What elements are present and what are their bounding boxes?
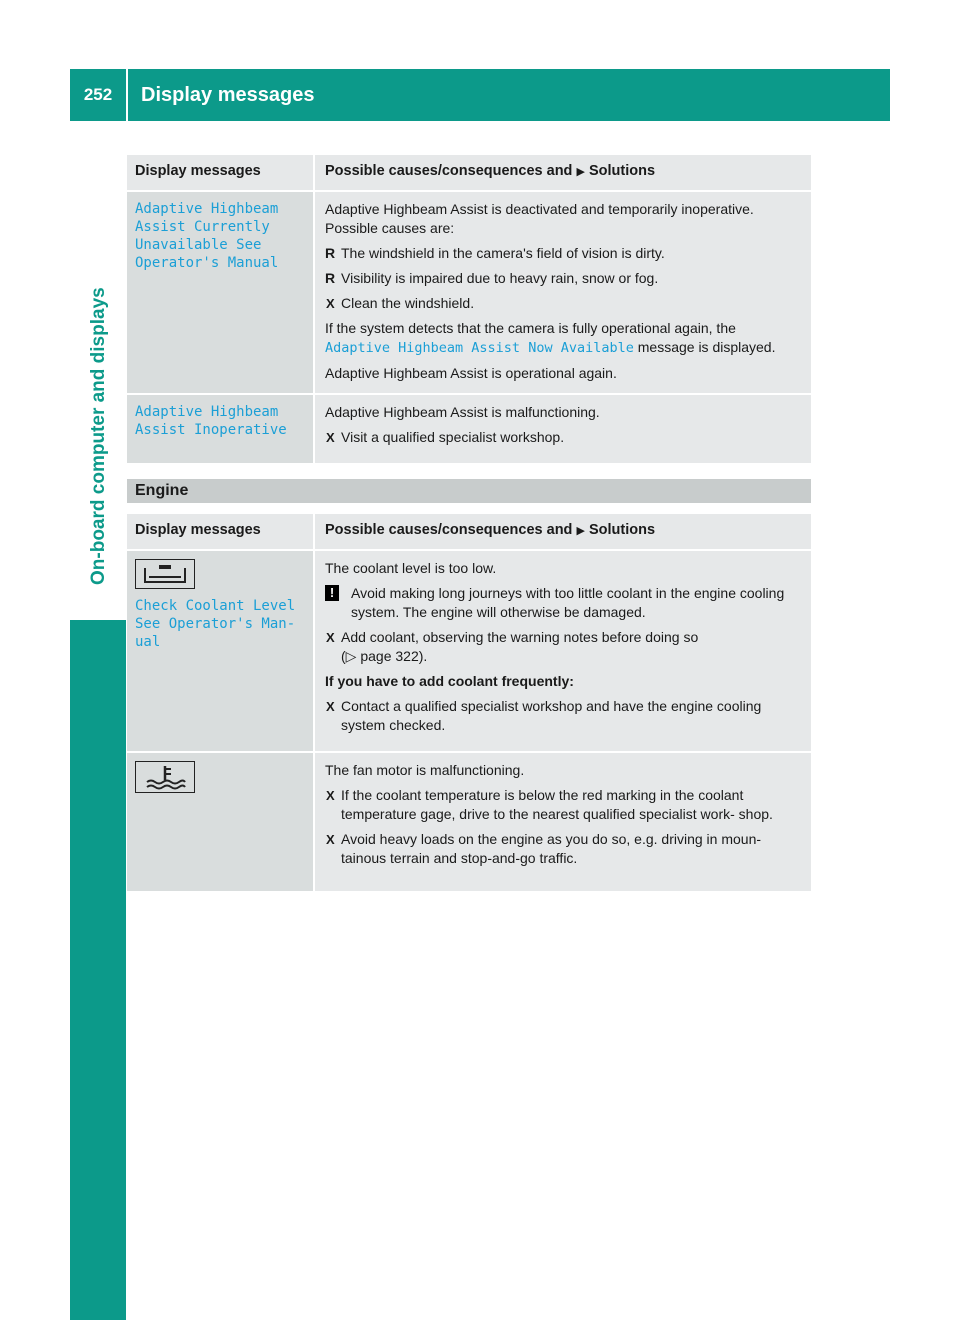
- bullet-icon: R: [325, 270, 336, 286]
- play-arrow-icon: ▶: [576, 525, 585, 537]
- description-text: If the system detects that the camera is fully operational again, the Adaptive Highbeam Assist Now Available message is displayed.: [325, 320, 776, 356]
- coolant-level-icon: [135, 559, 195, 589]
- message-cell: [127, 550, 314, 752]
- column-header-causes: Possible causes/consequences and ▶ Solutions: [314, 155, 811, 191]
- coolant-temperature-icon: [135, 761, 195, 793]
- display-message-text: Adaptive Highbeam Assist Inoperative: [135, 404, 287, 438]
- table-row: [127, 394, 811, 464]
- description-cell: [314, 752, 811, 892]
- list-item: R Visibility is impaired due to heavy rain, snow or fog.: [325, 270, 659, 286]
- action-step: X Avoid heavy loads on the engine as you do so, e.g. driving in moun‐ tainous terrain and stop-and-go traffic.: [326, 831, 762, 866]
- action-arrow-icon: X: [326, 630, 335, 645]
- action-arrow-icon: X: [326, 788, 335, 803]
- page-title: Display messages: [141, 83, 315, 106]
- chapter-tab: [70, 620, 126, 1320]
- engine-messages-table: [127, 514, 811, 893]
- warning-icon: !: [325, 585, 339, 601]
- description-cell: [314, 394, 811, 464]
- description-text: The coolant level is too low.: [325, 560, 497, 576]
- table-header-row: [127, 155, 811, 191]
- action-step: X Contact a qualified specialist workshop and have the engine cooling system checked.: [326, 698, 762, 733]
- action-arrow-icon: X: [326, 296, 335, 311]
- chapter-label: On-board computer and displays: [88, 287, 109, 585]
- table-row: [127, 191, 811, 394]
- display-message-text: Adaptive Highbeam Assist Currently Unavailable See Operator's Manual: [135, 201, 279, 271]
- column-header-messages: Display messages: [127, 514, 314, 550]
- description-cell: [314, 550, 811, 752]
- bullet-icon: R: [325, 245, 336, 261]
- table-row: [127, 550, 811, 752]
- display-messages-table: [127, 155, 811, 465]
- message-cell: [127, 191, 314, 394]
- list-item: R The windshield in the camera's field of vision is dirty.: [325, 245, 665, 261]
- action-step: X Add coolant, observing the warning notes before doing so (▷ page 322).: [326, 629, 699, 664]
- page-number: 252: [83, 85, 113, 104]
- description-text: The fan motor is malfunctioning.: [325, 762, 525, 778]
- table-row: [127, 752, 811, 892]
- display-message-text: Check Coolant Level See Operator's Man‐ ual: [135, 598, 296, 650]
- description-text: Adaptive Highbeam Assist is deactivated and temporarily inoperative. Possible causes are:: [325, 201, 754, 236]
- message-cell: [127, 394, 314, 464]
- action-arrow-icon: X: [326, 832, 335, 847]
- message-cell: [127, 752, 314, 892]
- warning-note: ! Avoid making long journeys with too little coolant in the engine cooling system. The engine will otherwise be damaged.: [325, 584, 803, 622]
- action-step: X If the coolant temperature is below the red marking in the coolant temperature gage, drive to the nearest qualified specialist work‐ shop.: [326, 787, 773, 822]
- action-step: X Visit a qualified specialist workshop.: [326, 429, 565, 445]
- table-header-row: [127, 514, 811, 550]
- page-ref-icon: ▷: [345, 648, 357, 664]
- description-text: Adaptive Highbeam Assist is operational again.: [325, 365, 617, 381]
- subheading: If you have to add coolant frequently:: [325, 673, 574, 689]
- action-arrow-icon: X: [326, 430, 335, 445]
- action-step: X Clean the windshield.: [326, 295, 475, 311]
- description-text: Adaptive Highbeam Assist is malfunctioning.: [325, 404, 600, 420]
- action-arrow-icon: X: [326, 699, 335, 714]
- header-divider: [126, 69, 128, 121]
- column-header-messages: Display messages: [127, 155, 314, 191]
- column-header-causes: Possible causes/consequences and ▶ Solutions: [314, 514, 811, 550]
- section-heading-engine: Engine: [127, 479, 811, 503]
- description-cell: [314, 191, 811, 394]
- play-arrow-icon: ▶: [576, 166, 585, 178]
